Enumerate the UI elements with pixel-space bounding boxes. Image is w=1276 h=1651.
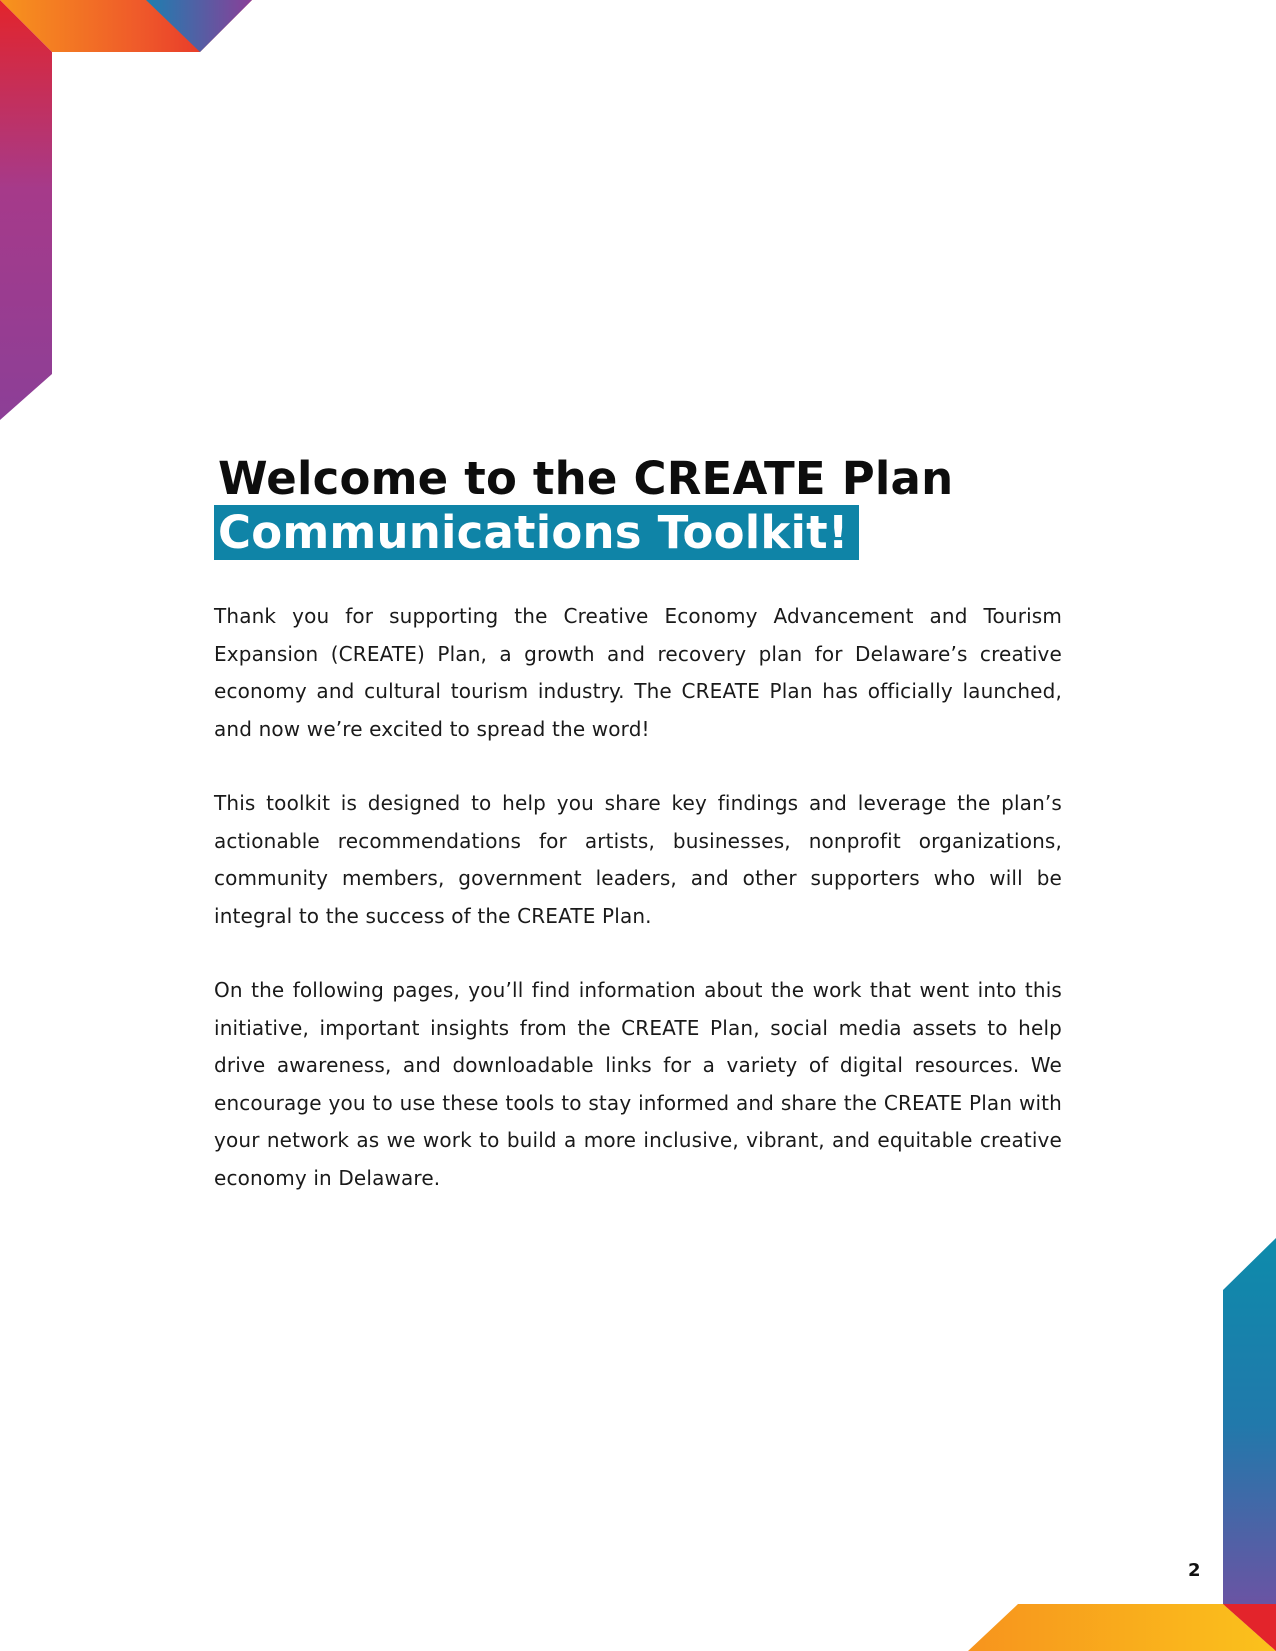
page-heading bbox=[214, 450, 953, 560]
page-number: 2 bbox=[1188, 1560, 1201, 1581]
top-left-corner-graphic bbox=[0, 0, 252, 420]
heading-title-line: Welcome to the CREATE Plan bbox=[218, 452, 954, 505]
heading-highlighted-line: Communications Toolkit! bbox=[214, 505, 859, 560]
bottom-right-vertical-stripe bbox=[1223, 1238, 1276, 1651]
body-text bbox=[214, 598, 1062, 1234]
bottom-right-horizontal-stripe bbox=[968, 1604, 1276, 1651]
bottom-right-corner-graphic bbox=[968, 1238, 1276, 1651]
intro-paragraph: Thank you for supporting the Creative Economy Advancement and Tourism Expansion (CREATE) Plan, a growth and recovery plan for Delaware’s creative economy and cultural tourism industry. The CREATE Plan has officially launched, and now we’re excited to spread the word! bbox=[214, 604, 1062, 741]
top-left-vertical-stripe bbox=[0, 0, 52, 420]
toolkit-paragraph: This toolkit is designed to help you share key findings and leverage the plan’s actionable recommendations for artists, businesses, nonprofit organizations, community members, government leaders, and other supporters who will be integral to the success of the CREATE Plan. bbox=[214, 791, 1062, 928]
resources-paragraph: On the following pages, you’ll find information about the work that went into this initiative, important insights from the CREATE Plan, social media assets to help drive awareness, and downloadable links for a variety of digital resources. We encourage you to use these tools to stay informed and share the CREATE Plan with your network as we work to build a more inclusive, vibrant, and equitable creative economy in Delaware. bbox=[214, 978, 1062, 1190]
